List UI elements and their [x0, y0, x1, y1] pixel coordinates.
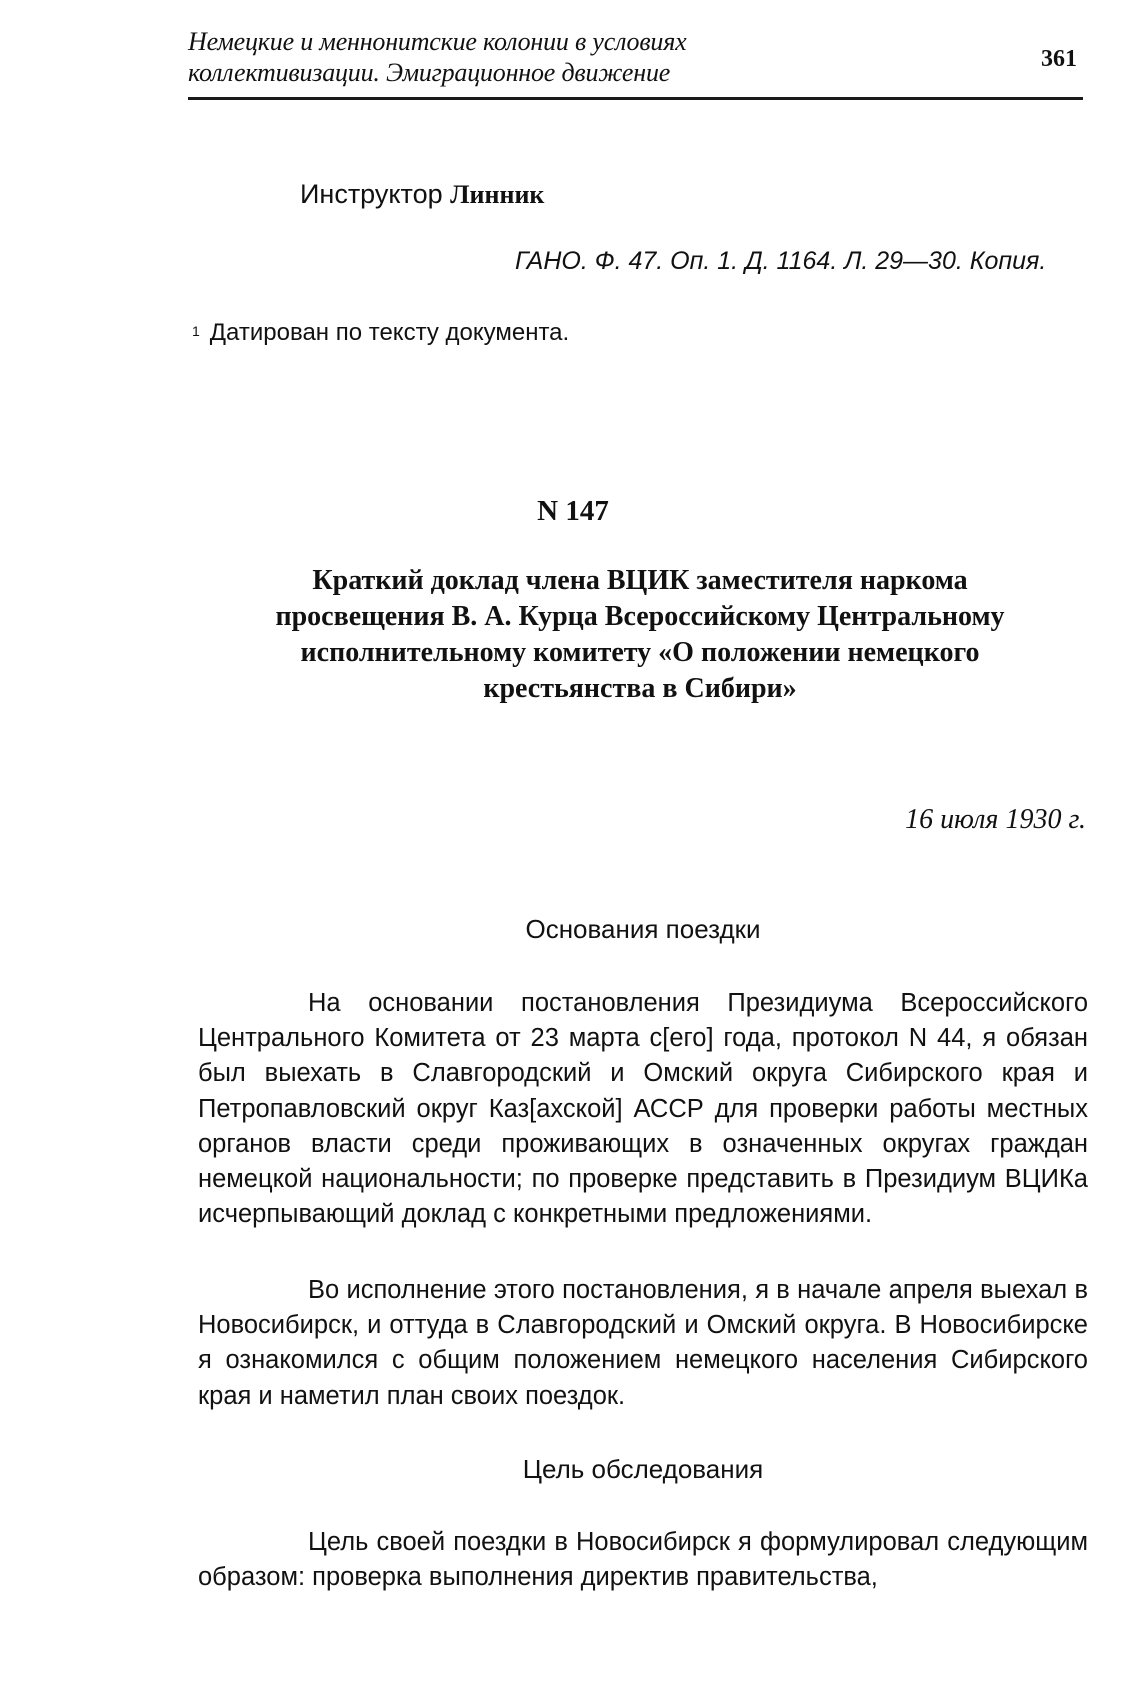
- section-heading-purpose: Цель обследования: [522, 1454, 764, 1484]
- signature-name: Линник: [450, 180, 545, 209]
- footnote-mark: 1: [192, 323, 200, 339]
- section-heading-basis: Основания поездки: [525, 914, 761, 944]
- paragraph: На основании постановления Президиума Всероссийского Центрального Комитета от 23 марта с[его] года, протокол N 44, я обязан был выехать в Славгородский и Омский округа Сибирского края и Петропавловский округ Каз[ахской] АССР для проверки работы местных органов власти среди проживающих в означенных округах граждан немецкой национальности; по проверке представить в Президиум ВЦИКа исчерпывающий доклад с конкретными предложениями.: [198, 989, 1088, 1229]
- paragraph: Во исполнение этого постановления, я в начале апреля выехал в Новосибирск, и оттуда в Славгородский и Омский округа. В Новосибирске я ознакомился с общим положением немецкого населения Сибирского края и наметил план своих поездок.: [198, 1276, 1088, 1410]
- document-title: Краткий доклад члена ВЦИК заместителя наркома просвещения В. А. Курца Всероссийскому Центральному исполнительному комитету «О положении немецкого крестьянства в Сибири»: [275, 565, 1005, 704]
- page-number: 361: [1041, 46, 1077, 72]
- paragraph: Цель своей поездки в Новосибирск я формулировал следующим образом: проверка выполнения директив правительства,: [198, 1528, 1088, 1592]
- document-date: 16 июля 1930 г.: [905, 804, 1086, 835]
- footnote: [192, 318, 569, 348]
- signature-role: Инструктор: [300, 179, 443, 209]
- running-header: [188, 24, 1083, 100]
- running-header-title: Немецкие и меннонитские колонии в условиях коллективизации. Эмиграционное движение: [188, 27, 687, 87]
- document-number: N 147: [537, 495, 609, 527]
- signature-line: [300, 177, 544, 212]
- footnote-text: Датирован по тексту документа.: [209, 319, 570, 346]
- archive-citation: ГАНО. Ф. 47. Оп. 1. Д. 1164. Л. 29—30. Копия.: [515, 247, 1047, 275]
